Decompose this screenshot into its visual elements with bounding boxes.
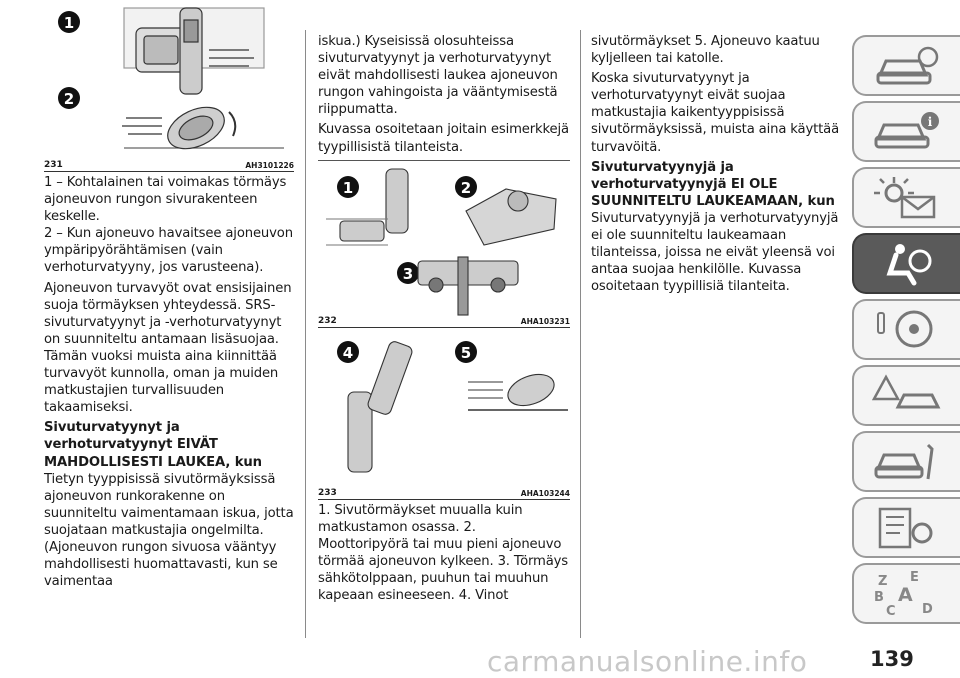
figure-233-illustration (318, 332, 570, 488)
col3-paragraph-2: Koska sivuturvatyynyt ja verhoturvatyynyt eivät suojaa matkustajia kaikentyyppisissä sivutörmäyksissä, muista aina käyttää turvavöitä. (591, 71, 840, 155)
col2-paragraph-3: 1. Sivutörmäykset muualla kuin matkustamon osassa. 2. Moottoripyörä tai muu pieni ajoneuvo törmää ajoneuvon kylkeen. 3. Törmäys sähkötolppaan, puuhun tai muuhun kapeaan esineeseen. 4. Vinot (318, 502, 569, 604)
svg-text:i: i (927, 114, 933, 129)
figure-232-code: AHA103231 (520, 316, 570, 326)
badge-2-fig232: 2 (460, 178, 472, 197)
figure-231-illustration (44, 0, 294, 160)
tab-technical-data[interactable] (852, 497, 960, 558)
warning-triangle-car-icon (872, 373, 942, 419)
index-letter-a: A (898, 583, 913, 606)
oblique-and-rollover-drawing (348, 340, 568, 472)
col2-paragraph-1: iskua.) Kyseisissä olosuhteissa sivuturvatyynyt ja verhoturvatyynyt eivät mahdollisesti laukea ajoneuvon rungon vahingoista ja vääntymisestä riippumatta. (318, 34, 558, 118)
col2-paragraph-2: Kuvassa osoitetaan joitain esimerkkejä tyypillisistä tilanteista. (318, 122, 569, 155)
column-3 (591, 0, 843, 295)
tab-index[interactable] (852, 563, 960, 624)
index-letter-z: Z (878, 573, 888, 589)
badge-2-label: 2 (63, 90, 75, 108)
index-letter-e: E (910, 569, 919, 585)
badge-1-fig232: 1 (342, 178, 354, 197)
col3-paragraph-3: Sivuturvatyynyjä ja verhoturvatyynyjä ei ole suunniteltu laukeamaan tilanteissa, joissa ne eivät yleensä voi antaa suojaa henkilölle. Kuvassa osoitetaan tyypillisiä tilanteita. (591, 210, 839, 295)
figure-232-illustration (318, 161, 570, 316)
col1-paragraph-4: Tietyn tyyppisissä sivutörmäyksissä ajoneuvon runkorakenne on suunniteltu vaimentamaan iskua, jotta suojataan matkustajia ongelmilta. (Ajoneuvon rungon sivuosa vääntyy mahdollisesti huomattavasti, kun se vaimentaa (44, 471, 294, 590)
tab-info[interactable] (852, 101, 960, 162)
column-divider-1 (305, 30, 306, 638)
tab-lights[interactable] (852, 167, 960, 228)
figure-231-number: 231 (44, 160, 63, 170)
badge-3-fig232: 3 (402, 264, 414, 283)
figure-232-caption (318, 316, 570, 328)
col3-paragraph-1: sivutörmäykset 5. Ajoneuvo kaatuu kyljelleen tai katolle. (591, 34, 820, 67)
figure-233-code: AHA103244 (520, 488, 570, 498)
badge-4: 4 (342, 343, 354, 362)
alphabetical-index-icon (872, 569, 942, 619)
figure-231-caption (44, 160, 294, 172)
badge-5: 5 (460, 343, 472, 362)
figure-232 (318, 160, 570, 328)
tab-dashboard[interactable] (852, 35, 960, 96)
car-info-icon (872, 109, 942, 155)
steering-wheel-key-icon (872, 307, 942, 353)
car-crash-scenarios-drawing (326, 169, 556, 315)
tab-emergency[interactable] (852, 365, 960, 426)
tab-safety[interactable] (852, 233, 960, 294)
figure-231-code: AH3101226 (245, 161, 294, 170)
column-2 (318, 0, 570, 604)
col1-paragraph-1: 1 – Kohtalainen tai voimakas törmäys ajoneuvon rungon sivurakenteen keskelle. (44, 175, 287, 225)
tab-maintenance[interactable] (852, 431, 960, 492)
car-wrench-icon (872, 439, 942, 485)
col3-heading: Sivuturvatyynyjä ja verhoturvatyynyjä EI OLE SUUNNITELTU LAUKEAMAAN, kun (591, 159, 835, 209)
index-letter-b: B (874, 589, 884, 605)
figure-233-number: 233 (318, 487, 337, 498)
document-gear-icon (872, 505, 942, 551)
figure-233-caption (318, 488, 570, 500)
car-dashboard-icon (872, 43, 942, 89)
page-number: 139 (870, 647, 914, 671)
col1-paragraph-2: 2 – Kun ajoneuvo havaitsee ajoneuvon ympäripyörähtämisen (vain verhoturvatyyny, jos varusteena). (44, 226, 293, 276)
col1-paragraph-3: Ajoneuvon turvavyöt ovat ensisijainen suoja törmäyksen yhteydessä. SRS-sivuturvatyynyt ja -verhoturvatyynyt on suunniteltu antamaan lisäsuojaa. Tämän vuoksi muista aina kiinnittää turvavyöt kunnolla, oman ja muiden matkustajien turvallisuuden takaamiseksi. (44, 280, 292, 416)
col1-heading: Sivuturvatyynyt ja verhoturvatyynyt EIVÄT MAHDOLLISESTI LAUKEA, kun (44, 420, 262, 470)
column-divider-2 (580, 30, 581, 638)
lights-envelope-icon (872, 175, 942, 221)
index-letter-c: C (886, 603, 896, 619)
figure-233 (318, 332, 570, 500)
column-1 (44, 0, 294, 590)
index-letter-d: D (922, 601, 933, 617)
watermark: carmanualsonline.info (487, 645, 808, 678)
figure-232-number: 232 (318, 315, 337, 326)
tab-driving[interactable] (852, 299, 960, 360)
car-side-impact-drawing (124, 8, 264, 94)
airbag-seat-icon (872, 241, 942, 287)
badge-1-label: 1 (63, 14, 75, 32)
figure-231 (44, 0, 294, 172)
car-rollover-drawing (122, 99, 284, 157)
